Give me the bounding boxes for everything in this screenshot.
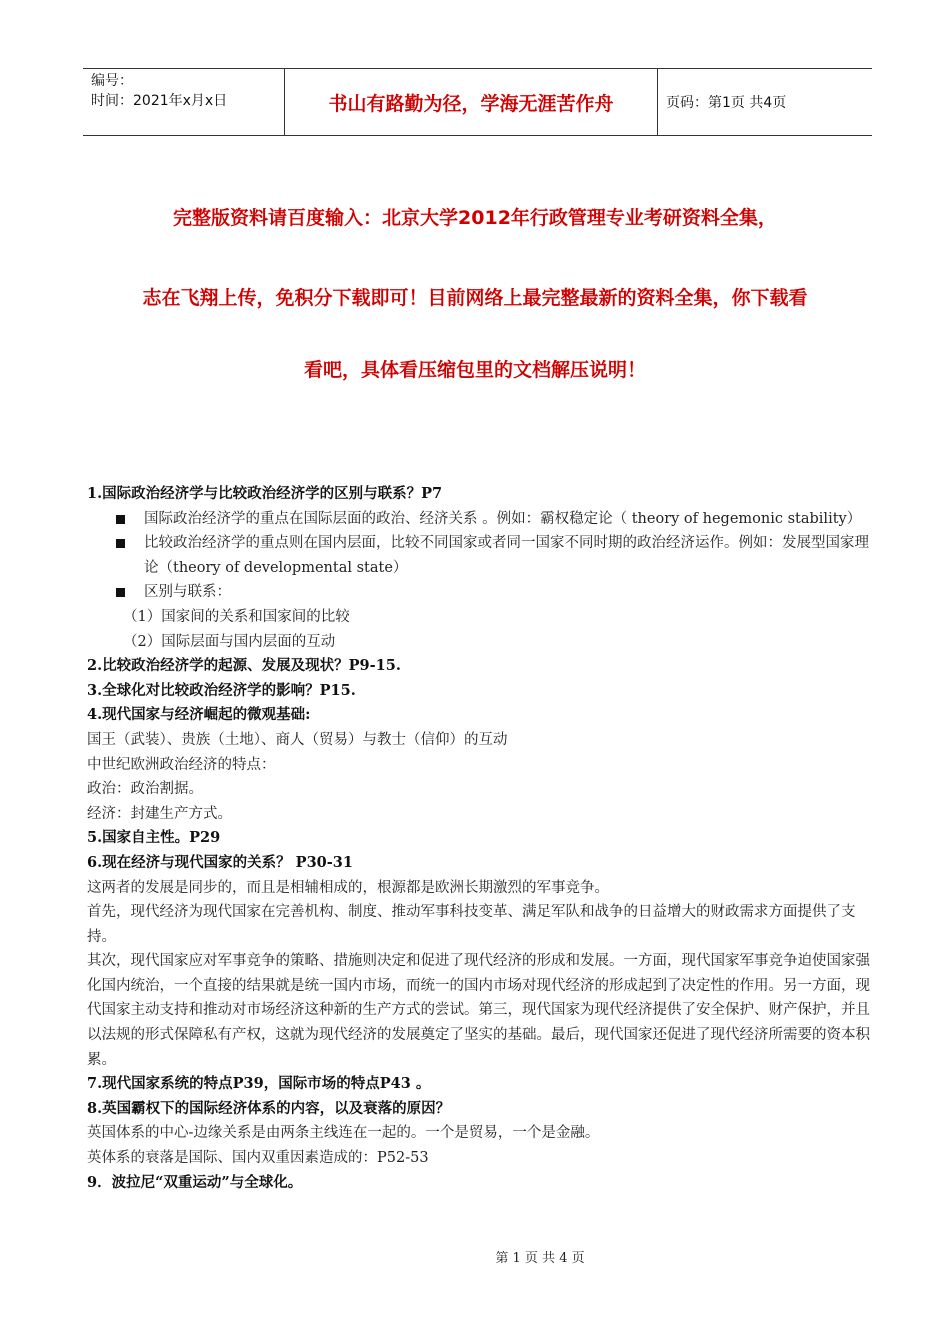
- time-label: 时间：2021年x月x日: [91, 93, 228, 109]
- banner-line-2: 志在飞翔上传，免积分下载即可！目前网络上最完整最新的资料全集，你下载看: [142, 287, 808, 309]
- header-page-label: 页码：第1页 共4页: [666, 95, 787, 111]
- number-label: 编号：: [91, 73, 133, 89]
- question-6: 6.现在经济与现代国家的关系？ P30-31: [87, 853, 353, 871]
- square-bullet-icon: [116, 515, 125, 524]
- question-4: 4.现代国家与经济崛起的微观基础:: [87, 706, 311, 724]
- square-bullet-icon: [116, 539, 125, 548]
- bullet-item: [87, 531, 877, 580]
- bullet-text: 区别与联系：: [144, 584, 231, 601]
- bullet-text: 国际政治经济学的重点在国际层面的政治、经济关系 。例如：霸权稳定论（ theory of hegemonic stability）: [144, 510, 862, 527]
- header-info-cell: [83, 69, 285, 135]
- question-3: 3.全球化对比较政治经济学的影响？P15.: [87, 681, 356, 699]
- document-body: [87, 482, 877, 1195]
- question-9: 9．波拉尼“双重运动”与全球化。: [87, 1173, 303, 1191]
- square-bullet-icon: [116, 588, 125, 597]
- bullet-text: 比较政治经济学的重点则在国内层面，比较不同国家或者同一国家不同时期的政治经济运作。例如：发展型国家理论（theory of developmental state）: [144, 535, 869, 576]
- question-7: 7.现代国家系统的特点P39，国际市场的特点P43 。: [87, 1075, 431, 1093]
- question-2: 2.比较政治经济学的起源、发展及现状？P9-15.: [87, 657, 401, 675]
- sub-item: （1）国家间的关系和国家间的比较: [123, 608, 350, 625]
- sub-item: （2）国际层面与国内层面的互动: [123, 633, 336, 650]
- question-5: 5.国家自主性。P29: [87, 829, 221, 847]
- paragraph: 这两者的发展是同步的，而且是相辅相成的，根源都是欧洲长期激烈的军事竞争。: [87, 879, 609, 896]
- header-motto: 书山有路勤为径，学海无涯苦作舟: [285, 69, 658, 135]
- paragraph: 国王（武装）、贵族（土地）、商人（贸易）与教士（信仰）的互动: [87, 731, 508, 748]
- banner-line-3: 看吧，具体看压缩包里的文档解压说明！: [303, 359, 646, 381]
- bullet-item: [87, 580, 877, 605]
- question-8: 8.英国霸权下的国际经济体系的内容，以及衰落的原因？: [87, 1099, 451, 1117]
- paragraph: 政治：政治割据。: [87, 781, 203, 798]
- paragraph: 中世纪欧洲政治经济的特点：: [87, 756, 276, 773]
- paragraph: 英体系的衰落是国际、国内双重因素造成的：P52-53: [87, 1150, 429, 1167]
- bullet-item: [87, 507, 877, 532]
- paragraph: 英国体系的中心-边缘关系是由两条主线连在一起的。一个是贸易，一个是金融。: [87, 1125, 600, 1142]
- banner-line-1: 完整版资料请百度输入：北京大学2012年行政管理专业考研资料全集，: [173, 207, 777, 229]
- document-header: [83, 68, 872, 136]
- page-footer: 第 1 页 共 4 页: [495, 1251, 585, 1266]
- paragraph: 首先，现代经济为现代国家在完善机构、制度、推动军事科技变革、满足军队和战争的日益增大的财政需求方面提供了支持。: [87, 904, 856, 945]
- paragraph: 经济：封建生产方式。: [87, 805, 232, 822]
- question-1: 1.国际政治经济学与比较政治经济学的区别与联系？P7: [87, 485, 443, 502]
- paragraph: 其次，现代国家应对军事竞争的策略、措施则决定和促进了现代经济的形成和发展。一方面，现代国家军事竞争迫使国家强化国内统治，一个直接的结果就是统一国内市场，而统一的国内市场对现代经济的形成起到了决定性的作用。另一方面，现代国家主动支持和推动对市场经济这种新的生产方式的尝试。第三，现代国家为现代经济提供了安全保护、财产保护，并且以法规的形式保障私有产权，这就为现代经济的发展奠定了坚实的基础。最后，现代国家还促进了现代经济所需要的资本积累。: [87, 953, 870, 1068]
